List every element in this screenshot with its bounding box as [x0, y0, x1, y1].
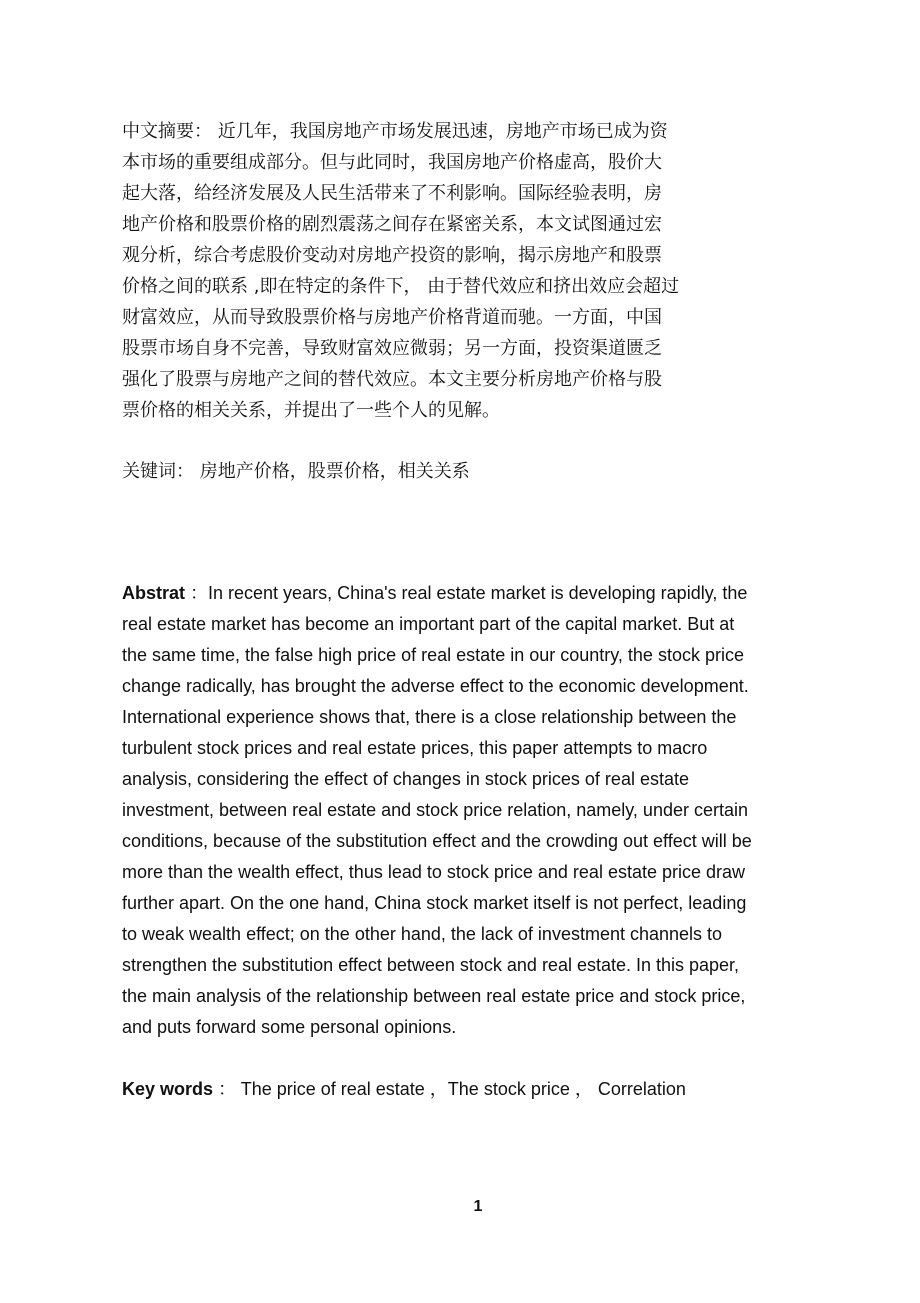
page-number: 1: [473, 1198, 483, 1215]
chinese-abstract-line: 地产价格和股票价格的剧烈震荡之间存在紧密关系，本文试图通过宏: [122, 214, 662, 235]
english-abstract-line: real estate market has become an important part of the capital market. But at: [122, 614, 735, 634]
chinese-abstract-line: 起大落，给经济发展及人民生活带来了不利影响。国际经验表明，房: [122, 183, 662, 204]
abstract-label: Abstrat: [122, 583, 186, 603]
chinese-abstract-line: 本市场的重要组成部分。但与此同时，我国房地产价格虚高，股价大: [122, 152, 662, 173]
english-abstract-first-line: [122, 578, 842, 609]
english-abstract-line: analysis, considering the effect of changes in stock prices of real estate: [122, 769, 689, 789]
english-abstract-line-text: ：In recent years, China's real estate market is developing rapidly, the: [185, 583, 748, 603]
keywords-label: Key words: [122, 1079, 214, 1099]
english-abstract: [122, 578, 842, 1043]
chinese-abstract-line: 中文摘要： 近几年，我国房地产市场发展迅速，房地产市场已成为资: [122, 121, 668, 142]
chinese-abstract: [122, 116, 722, 426]
chinese-abstract-line: 强化了股票与房地产之间的替代效应。本文主要分析房地产价格与股: [122, 369, 662, 390]
english-abstract-line: investment, between real estate and stock price relation, namely, under certain: [122, 800, 749, 820]
english-abstract-line: more than the wealth effect, thus lead to stock price and real estate price draw: [122, 862, 746, 882]
english-abstract-line: and puts forward some personal opinions.: [122, 1017, 457, 1037]
english-abstract-line: change radically, has brought the adverse effect to the economic development.: [122, 676, 749, 696]
english-keywords: [122, 1074, 686, 1105]
chinese-abstract-line: 票价格的相关关系，并提出了一些个人的见解。: [122, 400, 500, 421]
chinese-abstract-line: 股票市场自身不完善，导致财富效应微弱；另一方面，投资渠道匮乏: [122, 338, 662, 359]
english-abstract-line: conditions, because of the substitution effect and the crowding out effect will be: [122, 831, 752, 851]
english-abstract-line: the same time, the false high price of real estate in our country, the stock price: [122, 645, 744, 665]
chinese-abstract-line: 财富效应，从而导致股票价格与房地产价格背道而驰。一方面，中国: [122, 307, 662, 328]
chinese-abstract-line: 价格之间的联系 ,即在特定的条件下， 由于替代效应和挤出效应会超过: [122, 276, 680, 297]
chinese-keywords: 关键词： 房地产价格，股票价格，相关关系: [122, 461, 470, 482]
english-abstract-line: to weak wealth effect; on the other hand, the lack of investment channels to: [122, 924, 723, 944]
english-abstract-line: the main analysis of the relationship between real estate price and stock price,: [122, 986, 746, 1006]
english-abstract-line: International experience shows that, there is a close relationship between the: [122, 707, 737, 727]
chinese-abstract-line: 观分析，综合考虑股价变动对房地产投资的影响，揭示房地产和股票: [122, 245, 662, 266]
english-abstract-line: turbulent stock prices and real estate prices, this paper attempts to macro: [122, 738, 708, 758]
english-abstract-line: further apart. On the one hand, China stock market itself is not perfect, leading: [122, 893, 747, 913]
english-abstract-line: strengthen the substitution effect between stock and real estate. In this paper,: [122, 955, 740, 975]
keywords-text: ： The price of real estate ，The stock price ， Correlation: [213, 1079, 686, 1099]
